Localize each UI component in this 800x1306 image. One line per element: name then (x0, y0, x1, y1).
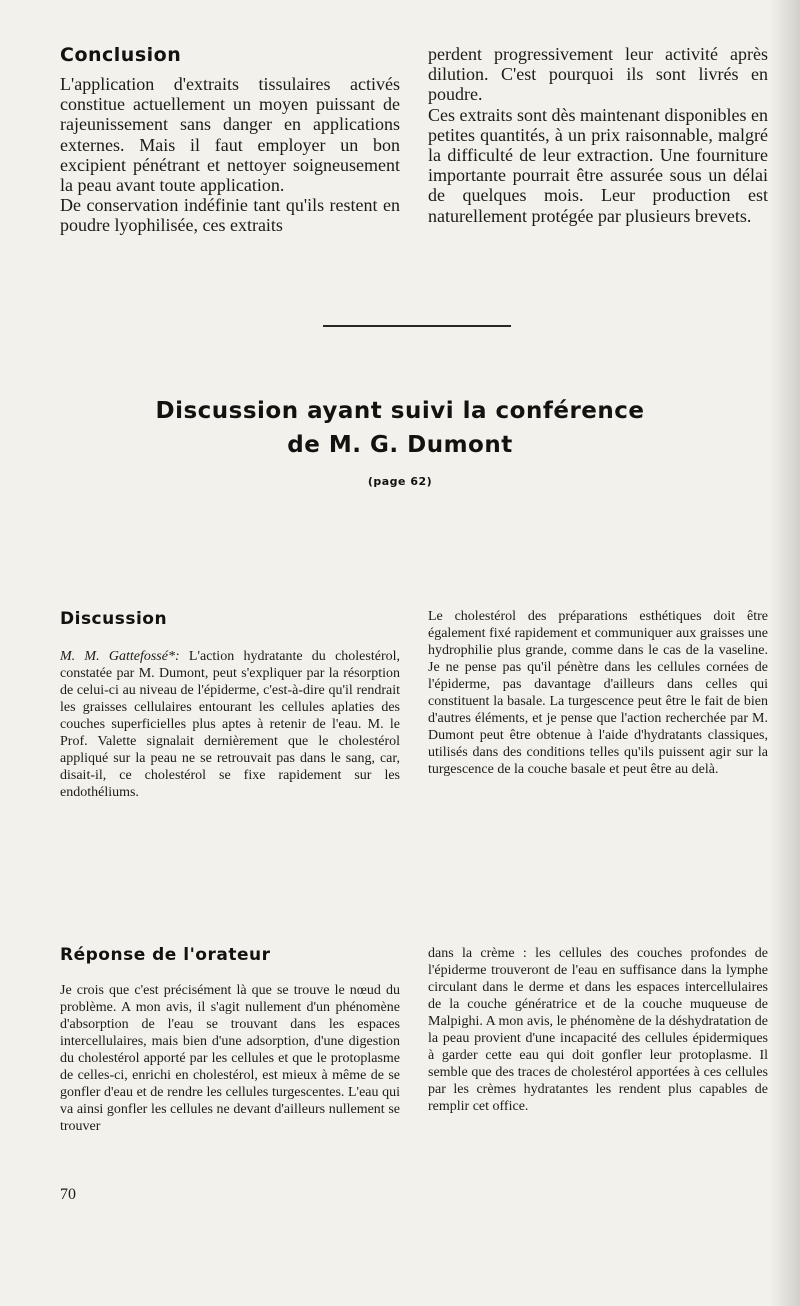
conclusion-column-left: L'application d'extraits tissulaires activés constitue actuellement un moyen puissant de rajeunissement sans danger en applications externes. Mais il faut employer un bon excipient pénétrant et nettoyer soigneusement la peau avant toute application. De conservation indéfinie tant qu'ils restent en poudre lyophilisée, ces extraits (60, 74, 400, 236)
discussion-text: L'action hydratante du cholestérol, constatée par M. Dumont, peut s'expliquer par la résorption de celui-ci au niveau de l'épiderme, c'est-à-dire qu'il rendrait les graisses cellulaires entourant les cellules aplaties des couches superficielles plus aptes à retenir de l'eau. M. le Prof. Valette signalait dernièrement que le cholestérol appliqué sur la peau ne se retrouvait pas dans le sang, car, disait-il, ce cholestérol se fixe rapidement sur les endothéliums. (60, 649, 400, 800)
page-reference: (page 62) (367, 475, 433, 488)
reponse-heading: Réponse de l'orateur (60, 945, 271, 965)
discussion-column-right: Le cholestérol des préparations esthétiques doit être également fixé rapidement et communiquer aux graisses une hydrophilie plus grande, comme dans le cas de la vaseline. Je ne pense pas qu'il pénètre dans les cellules cornées de l'épiderme, pas davantage d'ailleurs dans celles qui constituent la basale. La turgescence peut être le fait de bien d'autres éléments, et je pense que l'action recherchée par M. Dumont peut être obtenue à l'aide d'hydratants classiques, utilisés dans des conditions telles qu'ils puissent agir sur la turgescence de la couche basale et peut être au delà. (428, 609, 768, 777)
article-title-line1: Discussion ayant suivi la conférence (155, 398, 645, 424)
conclusion-heading: Conclusion (60, 44, 182, 66)
conclusion-column-right: perdent progressivement leur activité après dilution. C'est pourquoi ils sont livrés en poudre. Ces extraits sont dès maintenant disponibles en petites quantités, à un prix raisonnable, malgré la difficulté de leur extraction. Une fourniture importante pourrait être assurée sous un délai de quelques mois. Leur production est naturellement protégée par plusieurs brevets. (428, 44, 768, 226)
reponse-column-right: dans la crème : les cellules des couches profondes de l'épiderme trouveront de l'eau en suffisance dans la lymphe circulant dans le derme et dans les espaces intercellulaires de la couche génératrice et de la couche muqueuse de Malpighi. A mon avis, le phénomène de la déshydratation de la peau provient d'une incapacité des cellules épidermiques à garder cette eau qui doit gonfler leur protoplasme. Il semble que des traces de cholestérol apportées à ces cellules par les crèmes hydratantes les rendent plus capables de remplir cet office. (428, 946, 768, 1114)
article-title-line2: de M. G. Dumont (287, 432, 513, 458)
discussion-column-left (60, 648, 400, 801)
speaker-name: M. M. Gattefossé*: (60, 649, 180, 664)
reponse-column-left: Je crois que c'est précisément là que se trouve le nœud du problème. A mon avis, il s'agit nullement d'un phénomène d'absorption de l'eau se trouvant dans les espaces intercellulaires, mais bien d'une adsorption, d'une digestion du cholestérol apporté par les cellules et que le protoplasme de celles-ci, enrichi en cholestérol, est mieux à même de se gonfler d'eau et de rendre les cellules turgescentes. L'eau qui va ainsi gonfler les cellules ne devant d'ailleurs nullement se trouver (60, 983, 400, 1134)
section-divider (323, 325, 511, 327)
page-edge-shadow (770, 0, 800, 1306)
discussion-heading: Discussion (60, 609, 168, 629)
page-number: 70 (60, 1186, 76, 1203)
